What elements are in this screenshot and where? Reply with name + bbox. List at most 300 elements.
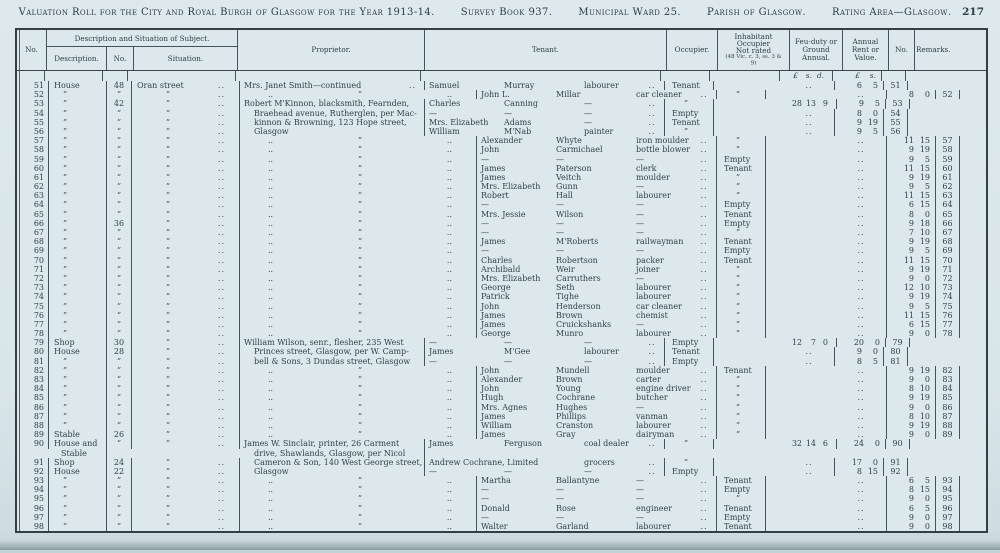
table-row (17, 485, 986, 494)
occupier-text: ” (736, 283, 741, 293)
annual-rent-cell (835, 357, 884, 366)
rent-pounds: 9 (856, 117, 862, 127)
proprietor-cell (240, 320, 477, 329)
ditto-mark: ” (357, 246, 363, 256)
proprietor-cell (240, 421, 477, 430)
leader-dots: .. (217, 411, 225, 421)
ditto-mark: ” (357, 503, 363, 513)
street-number-cell (107, 384, 132, 393)
row-number-text: 57 (942, 136, 953, 146)
feu-duty-cell (836, 366, 887, 375)
leader-dots: .. (700, 182, 708, 192)
description-text: House (54, 466, 80, 476)
leader-dots: .. (217, 503, 225, 513)
occupier-cell (717, 265, 766, 274)
leader-dots: .. (268, 384, 274, 394)
tenant-cell (477, 256, 717, 265)
row-number-cell: 76 (17, 311, 49, 320)
leader-dots: .. (217, 237, 225, 247)
situation-cell (132, 155, 240, 164)
description-cell (49, 522, 107, 531)
feu-duty-cell (784, 338, 837, 347)
tenant-cell (477, 164, 717, 173)
leader-dots: .. (268, 375, 274, 384)
leader-dots: .. (268, 411, 274, 421)
tenant-cell (477, 265, 717, 274)
occupier-text: ” (684, 457, 689, 467)
tenant-forename: Alexander (481, 136, 523, 146)
row-number-repeat-cell (884, 467, 908, 476)
situation-cell (132, 494, 240, 503)
tenant-forename: — (481, 154, 489, 164)
header-remarks: Remarks. (916, 45, 951, 54)
leader-dots: .. (217, 200, 225, 210)
valuation-table (15, 28, 988, 533)
occupier-cell (717, 274, 766, 283)
leader-dots: .. (857, 301, 865, 311)
occupier-text: Empty (724, 246, 751, 256)
proprietor-text: Braehead avenue, Rutherglen, per Mac- (254, 108, 417, 118)
annual-rent-cell (887, 302, 936, 311)
leader-dots: .. (217, 485, 225, 495)
situation-cell (132, 375, 240, 384)
row-number-text: 62 (942, 182, 953, 192)
tenant-surname: — (556, 512, 564, 522)
feu-pounds: 32 (791, 439, 802, 449)
annual-currency-labels (833, 71, 882, 81)
tenant-forename: James (481, 319, 506, 329)
row-number-text: 88 (942, 420, 953, 430)
annual-rent-cell (887, 155, 936, 164)
situation-text: ” (166, 292, 171, 302)
situation-text: ” (166, 228, 171, 237)
tenant-surname: — (504, 356, 512, 366)
rent-shillings: 15 (919, 191, 930, 201)
header-no2: No. (889, 30, 915, 70)
leader-dots: .. (857, 172, 865, 182)
annual-rent-cell (835, 467, 884, 476)
row-number-cell: 60 (17, 164, 49, 173)
occupier-text: ” (736, 310, 741, 320)
row-number-repeat-cell (936, 421, 960, 430)
row-number-text: 85 (942, 393, 953, 403)
tenant-cell (477, 90, 717, 99)
tenant-occupation: car cleaner (636, 90, 682, 100)
description-text: ” (63, 136, 68, 146)
table-row (17, 494, 986, 503)
tenant-forename: John (481, 384, 500, 394)
proprietor-text: kinnon & Browning, 123 Hope street, (254, 117, 407, 127)
tenant-cell (477, 311, 717, 320)
tenant-occupation: coal dealer (584, 439, 629, 449)
row-number-repeat-cell (936, 173, 960, 182)
row-number-repeat-cell (936, 265, 960, 274)
tenant-surname: Veitch (556, 172, 582, 182)
situation-text: ” (166, 420, 171, 430)
rent-pounds: 6 (908, 476, 914, 486)
description-text: ” (63, 237, 68, 247)
rent-shillings: 15 (919, 310, 930, 320)
tenant-occupation: vanman (636, 411, 668, 421)
situation-cell (132, 504, 240, 513)
title-segment-2: Survey Book 937. (460, 6, 553, 18)
tenant-forename: John (481, 365, 500, 375)
leader-dots: .. (857, 228, 865, 237)
tenant-forename: — (481, 485, 489, 495)
street-number-text: 30 (113, 338, 125, 348)
leader-dots: .. (268, 273, 274, 283)
tenant-surname: M'Gee (504, 347, 531, 357)
tenant-forename: Mrs. Agnes (481, 402, 528, 412)
occupier-text: ” (684, 126, 689, 136)
tenant-surname: Tighe (556, 292, 579, 302)
row-number-text: 97 (942, 512, 953, 522)
annual-rent-cell (887, 522, 936, 531)
occupier-cell (717, 145, 766, 154)
rent-shillings: 5 (924, 301, 930, 311)
row-number-cell: 90 (17, 439, 49, 448)
table-row (17, 118, 986, 127)
proprietor-cell (240, 366, 477, 375)
leader-dots: .. (217, 117, 225, 127)
tenant-forename: James (481, 163, 506, 173)
description-cell (49, 320, 107, 329)
header-situation: Situation. (167, 53, 204, 63)
street-number-cell (107, 366, 132, 375)
row-number-cell: 87 (17, 412, 49, 421)
street-number-cell (107, 403, 132, 412)
ditto-mark: ” (357, 430, 363, 440)
description-cell (49, 347, 107, 356)
street-number-text: ” (116, 108, 122, 118)
rent-shillings: 0 (872, 347, 878, 357)
street-number-text: ” (116, 476, 122, 486)
situation-text: ” (166, 329, 171, 339)
feu-duty-cell (784, 458, 835, 467)
rent-pounds: 8 (856, 108, 862, 118)
description-cell (49, 164, 107, 173)
leader-dots: .. (217, 292, 225, 302)
proprietor-text: bell & Sons, 3 Dundas street, Glasgow (254, 356, 411, 366)
table-row (17, 109, 986, 118)
leader-dots: .. (700, 319, 708, 329)
tenant-forename: Charles (481, 255, 513, 265)
table-row (17, 513, 986, 522)
leader-dots: .. (268, 522, 274, 532)
row-number-text: 51 (890, 81, 901, 90)
occupier-text: Tenant (724, 522, 752, 532)
description-cell (49, 109, 107, 118)
description-cell (49, 403, 107, 412)
row-number-cell: 61 (17, 173, 49, 182)
street-number-text: ” (116, 154, 122, 164)
situation-text: ” (166, 154, 171, 164)
rent-shillings: 0 (874, 439, 880, 449)
tenant-forename: William (429, 126, 460, 136)
feu-duty-cell (784, 81, 835, 90)
tenant-occupation: butcher (636, 393, 668, 403)
leader-dots: .. (857, 237, 865, 247)
row-number-repeat-cell (936, 393, 960, 402)
feu-duty-cell (784, 439, 837, 448)
tenant-surname: Weir (556, 264, 575, 274)
description-text: ” (63, 182, 68, 192)
situation-text: ” (166, 439, 171, 449)
leader-dots: .. (700, 476, 708, 486)
page-number: 217 (962, 6, 984, 18)
description-text: ” (63, 90, 68, 100)
description-text: ” (63, 411, 68, 421)
occupier-text: ” (736, 90, 741, 100)
street-number-cell (107, 155, 132, 164)
tenant-occupation: grocers (584, 457, 615, 467)
feu-duty-cell (836, 421, 887, 430)
leader-dots: .. (446, 301, 452, 311)
leader-dots: .. (217, 512, 225, 522)
leader-dots: .. (857, 182, 865, 192)
rent-shillings: 5 (872, 126, 878, 136)
leader-dots: .. (857, 411, 865, 421)
rent-shillings: 5 (924, 246, 930, 256)
situation-cell (132, 164, 240, 173)
row-number-cell: 66 (17, 219, 49, 228)
situation-cell (132, 403, 240, 412)
annual-rent-cell (887, 329, 936, 338)
leader-dots: .. (446, 329, 452, 339)
annual-rent-cell (887, 366, 936, 375)
situation-text: ” (166, 393, 171, 403)
occupier-cell (665, 109, 714, 118)
street-number-cell (107, 136, 132, 145)
table-header-row (17, 30, 986, 71)
occupier-cell (717, 246, 766, 255)
situation-text: ” (166, 209, 171, 219)
leader-dots: .. (446, 90, 452, 100)
proprietor-cell (240, 458, 425, 467)
leader-dots: .. (217, 476, 225, 486)
leader-dots: .. (217, 393, 225, 403)
tenant-forename: Hugh (481, 393, 504, 403)
occupier-text: Tenant (672, 347, 700, 357)
tenant-forename: — (429, 108, 437, 118)
description-cell (49, 476, 107, 485)
proprietor-cell (240, 118, 425, 127)
street-number-cell (107, 393, 132, 402)
row-number-repeat-cell (936, 155, 960, 164)
row-number-cell: 85 (17, 393, 49, 402)
row-number-cell: 84 (17, 384, 49, 393)
proprietor-cell (240, 81, 425, 90)
occupier-cell (717, 237, 766, 246)
proprietor-cell (240, 393, 477, 402)
tenant-cell (425, 109, 665, 118)
description-cell (49, 182, 107, 191)
tenant-surname: Cranston (556, 420, 594, 430)
row-number-cell: 71 (17, 265, 49, 274)
tenant-surname: Robertson (556, 255, 598, 265)
leader-dots: .. (268, 494, 274, 504)
feu-duty-cell (836, 182, 887, 191)
row-number-repeat-cell (884, 118, 908, 127)
occupier-text: Empty (724, 200, 751, 210)
annual-rent-cell (887, 476, 936, 485)
feu-duty-cell (784, 127, 835, 136)
row-number-text: 56 (890, 126, 901, 136)
leader-dots: .. (217, 319, 225, 329)
feu-duty-cell (836, 219, 887, 228)
table-row (17, 338, 986, 347)
proprietor-cell (240, 347, 425, 356)
feu-duty-cell (836, 164, 887, 173)
tenant-cell (425, 347, 665, 356)
street-number-text: ” (116, 393, 122, 403)
leader-dots: .. (268, 246, 274, 256)
occupier-cell (665, 338, 714, 347)
leader-dots: .. (446, 420, 452, 430)
row-number-repeat-cell (936, 237, 960, 246)
feu-pence: 0 (822, 338, 828, 348)
feu-pence: 9 (822, 99, 828, 109)
street-number-text: ” (116, 273, 122, 283)
occupier-text: ” (736, 301, 741, 311)
leader-dots: .. (648, 347, 656, 357)
street-number-cell (107, 375, 132, 384)
tenant-surname: Ballantyne (556, 476, 600, 486)
annual-rent-cell (887, 145, 936, 154)
occupier-text: ” (736, 228, 741, 237)
rent-pounds: 9 (908, 420, 914, 430)
row-number-text: 95 (942, 494, 953, 504)
row-number-text: 73 (942, 283, 953, 293)
street-number-cell (107, 200, 132, 209)
row-number-text: 79 (892, 338, 903, 348)
leader-dots: .. (700, 209, 708, 219)
proprietor-cell (240, 522, 477, 531)
description-cell (49, 274, 107, 283)
ditto-mark: ” (357, 273, 363, 283)
tenant-forename: Walter (481, 522, 508, 532)
row-number-cell: 63 (17, 191, 49, 200)
leader-dots: .. (700, 430, 708, 440)
leader-dots: .. (700, 329, 708, 339)
proprietor-cell (240, 403, 477, 412)
situation-cell (132, 90, 240, 99)
street-number-text: ” (116, 365, 122, 375)
rent-shillings: 15 (919, 136, 930, 146)
tenant-occupation: — (636, 218, 644, 228)
occupier-cell (717, 366, 766, 375)
feu-shillings: 13 (805, 99, 816, 109)
header-no: No. (17, 30, 47, 70)
row-number-cell: 95 (17, 494, 49, 503)
ditto-mark: ” (357, 301, 363, 311)
table-row (17, 375, 986, 384)
feu-duty-cell (836, 200, 887, 209)
title-segment-1: Valuation Roll for the City and Royal Burgh of Glasgow for the Year 1913-14. (18, 6, 435, 18)
proprietor-cell (240, 200, 477, 209)
situation-text: ” (166, 430, 171, 440)
occupier-text: ” (736, 402, 741, 412)
proprietor-cell (240, 357, 425, 366)
tenant-surname: Adams (504, 117, 532, 127)
tenant-forename: Patrick (481, 292, 510, 302)
occupier-cell (717, 90, 766, 99)
feu-duty-cell (836, 375, 887, 384)
situation-text: ” (166, 466, 171, 476)
header-occupier: Occupier. (667, 30, 718, 70)
table-row (17, 347, 986, 356)
situation-text: ” (166, 145, 171, 155)
situation-text: ” (166, 136, 171, 146)
row-number-text: 67 (942, 228, 953, 237)
annual-rent-cell (835, 347, 884, 356)
row-number-repeat-cell (884, 127, 908, 136)
tenant-occupation: — (636, 512, 644, 522)
leader-dots: .. (648, 117, 656, 127)
row-number-cell: 96 (17, 504, 49, 513)
occupier-cell (717, 393, 766, 402)
situation-cell (132, 366, 240, 375)
rent-shillings: 15 (919, 255, 930, 265)
leader-dots: .. (268, 255, 274, 265)
situation-cell (132, 320, 240, 329)
row-number-text: 78 (942, 329, 953, 339)
tenant-forename: George (481, 329, 511, 339)
tenant-cell (425, 338, 665, 347)
tenant-surname: — (556, 246, 564, 256)
table-row (17, 228, 986, 237)
rent-pounds: 9 (858, 99, 864, 109)
occupier-cell (717, 320, 766, 329)
leader-dots: .. (446, 319, 452, 329)
tenant-cell (477, 513, 717, 522)
proprietor-cell (240, 329, 477, 338)
leader-dots: .. (857, 163, 865, 173)
leader-dots: .. (700, 522, 708, 532)
tenant-cell (477, 292, 717, 301)
tenant-cell (477, 210, 717, 219)
header-description: Description. (47, 47, 107, 70)
occupier-cell (665, 439, 714, 448)
rent-shillings: 0 (872, 457, 878, 467)
feu-duty-cell (836, 494, 887, 503)
annual-rent-cell (887, 412, 936, 421)
situation-cell (132, 182, 240, 191)
annual-rent-cell (887, 274, 936, 283)
row-number-repeat-cell (886, 439, 910, 448)
ditto-mark: ” (357, 154, 363, 164)
street-number-cell (107, 485, 132, 494)
ditto-mark: ” (357, 292, 363, 302)
table-row (17, 412, 986, 421)
leader-dots: .. (217, 136, 225, 146)
rent-shillings: 19 (919, 237, 930, 247)
table-row (17, 384, 986, 393)
annual-rent-cell (887, 256, 936, 265)
situation-text: ” (166, 338, 171, 348)
row-number-repeat-cell (884, 81, 908, 90)
description-cell (49, 90, 107, 99)
occupier-text: Tenant (672, 81, 700, 90)
feu-duty-cell (836, 210, 887, 219)
street-number-text: ” (116, 439, 122, 449)
description-text: ” (63, 154, 68, 164)
street-number-text: 42 (113, 99, 125, 109)
leader-dots: .. (268, 136, 274, 146)
annual-rent-cell (887, 90, 936, 99)
annual-rent-cell (887, 485, 936, 494)
ditto-mark: ” (357, 283, 363, 293)
